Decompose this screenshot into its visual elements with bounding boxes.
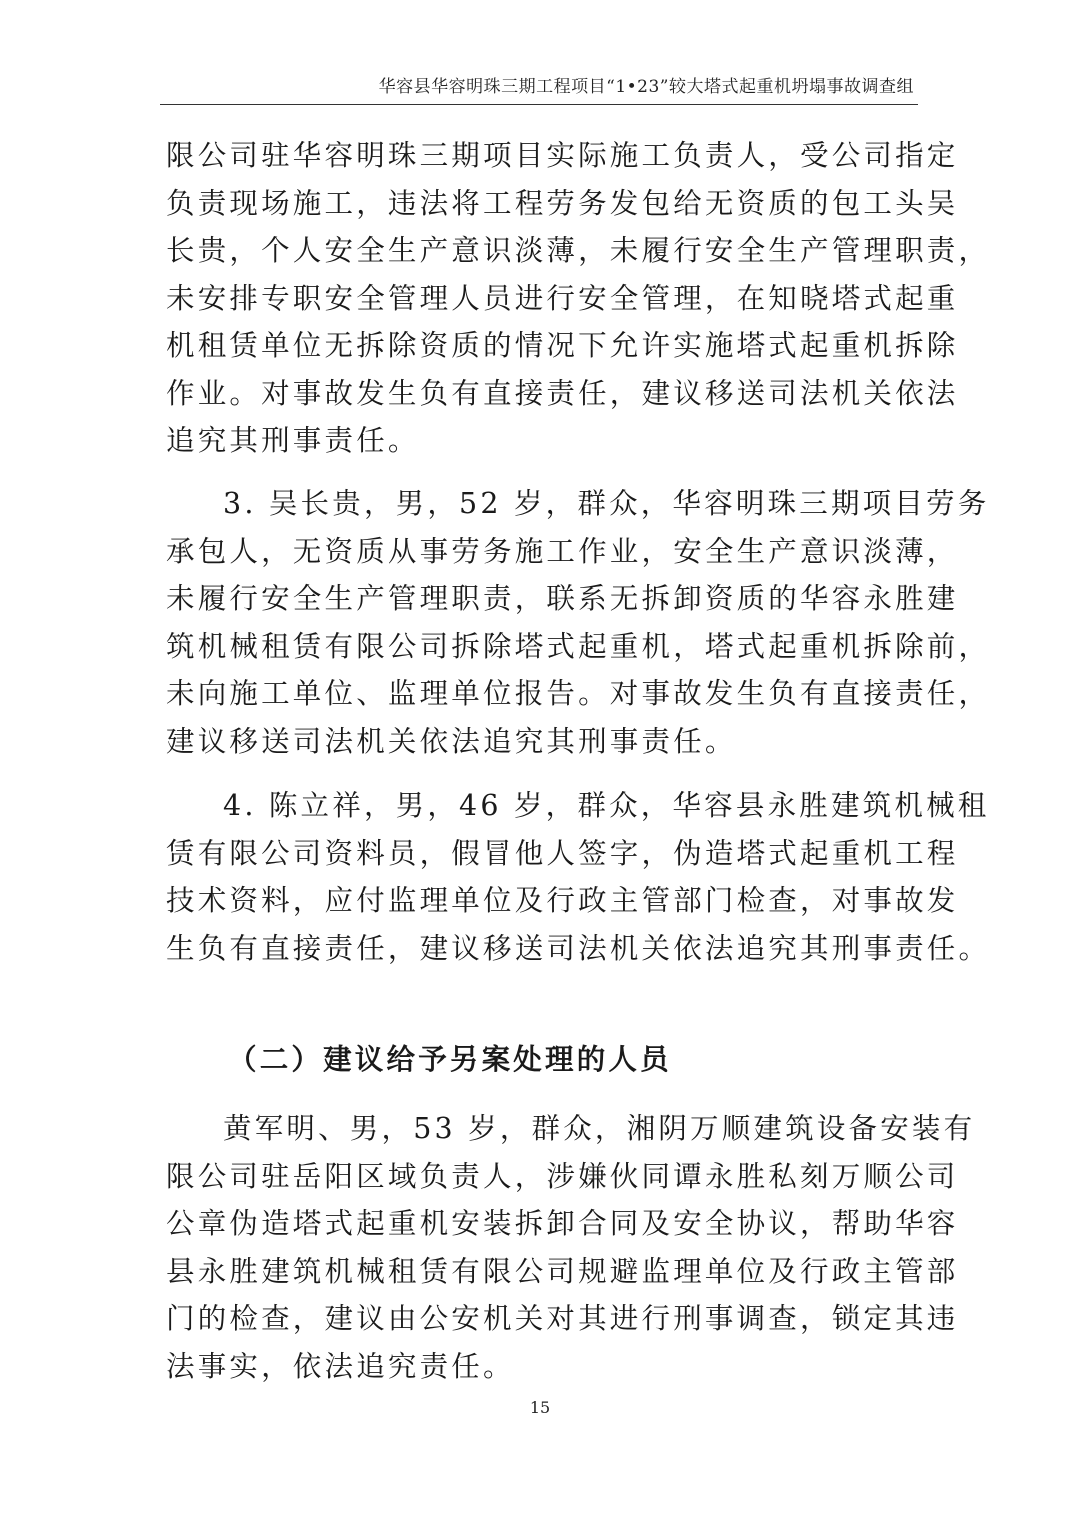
text-line: 追究其刑事责任。 [166,424,420,457]
text-line: 限公司驻岳阳区域负责人，涉嫌伙同谭永胜私刻万顺公司 [166,1159,959,1193]
text-line: 赁有限公司资料员，假冒他人签字，伪造塔式起重机工程 [166,836,959,870]
text-line: 法事实，依法追究责任。 [166,1349,515,1383]
text-line: 长贵，个人安全生产意识淡薄，未履行安全生产管理职责， [166,234,991,267]
text-line: 4. 陈立祥，男，46 岁，群众，华容县永胜建筑机械租 [223,789,990,822]
text-line: 负责现场施工，违法将工程劳务发包给无资质的包工头吴 [166,186,959,220]
text-line: 3. 吴长贵，男，52 岁，群众，华容明珠三期项目劳务 [223,487,990,520]
paragraph-item-3 [166,480,991,765]
text-line: 黄军明、男，53 岁，群众，湘阴万顺建筑设备安装有 [223,1112,976,1145]
page-header [160,72,918,105]
text-line: 技术资料，应付监理单位及行政主管部门检查，对事故发 [166,884,959,917]
text-line: 未安排专职安全管理人员进行安全管理，在知晓塔式起重 [166,281,959,315]
header-title: 华容县华容明珠三期工程项目“1•23”较大塔式起重机坍塌事故调查组 [378,77,914,97]
text-line: 筑机械租赁有限公司拆除塔式起重机，塔式起重机拆除前， [166,629,991,663]
paragraph-item-4 [166,782,991,972]
text-line: 作业。对事故发生负有直接责任，建议移送司法机关依法 [166,376,959,410]
text-line: 未向施工单位、监理单位报告。对事故发生负有直接责任， [166,677,991,710]
paragraph-continued-responsibility [166,132,991,465]
text-line: 县永胜建筑机械租赁有限公司规避监理单位及行政主管部 [166,1254,959,1288]
text-line: 未履行安全生产管理职责，联系无拆卸资质的华容永胜建 [166,582,959,615]
text-line: 建议移送司法机关依法追究其刑事责任。 [166,724,737,758]
text-line: 机租赁单位无拆除资质的情况下允许实施塔式起重机拆除 [166,329,959,362]
text-line: 公章伪造塔式起重机安装拆卸合同及安全协议，帮助华容 [166,1207,959,1240]
text-line: 门的检查，建议由公安机关对其进行刑事调查，锁定其违 [166,1302,959,1335]
paragraph-separate-case [166,1105,976,1390]
text-line: 生负有直接责任，建议移送司法机关依法追究其刑事责任。 [166,931,991,965]
text-line: 限公司驻华容明珠三期项目实际施工负责人，受公司指定 [166,139,959,172]
text-line: 承包人，无资质从事劳务施工作业，安全生产意识淡薄， [166,534,959,568]
section-heading: （二）建议给予另案处理的人员 [228,1043,672,1076]
page-number: 15 [529,1398,551,1417]
